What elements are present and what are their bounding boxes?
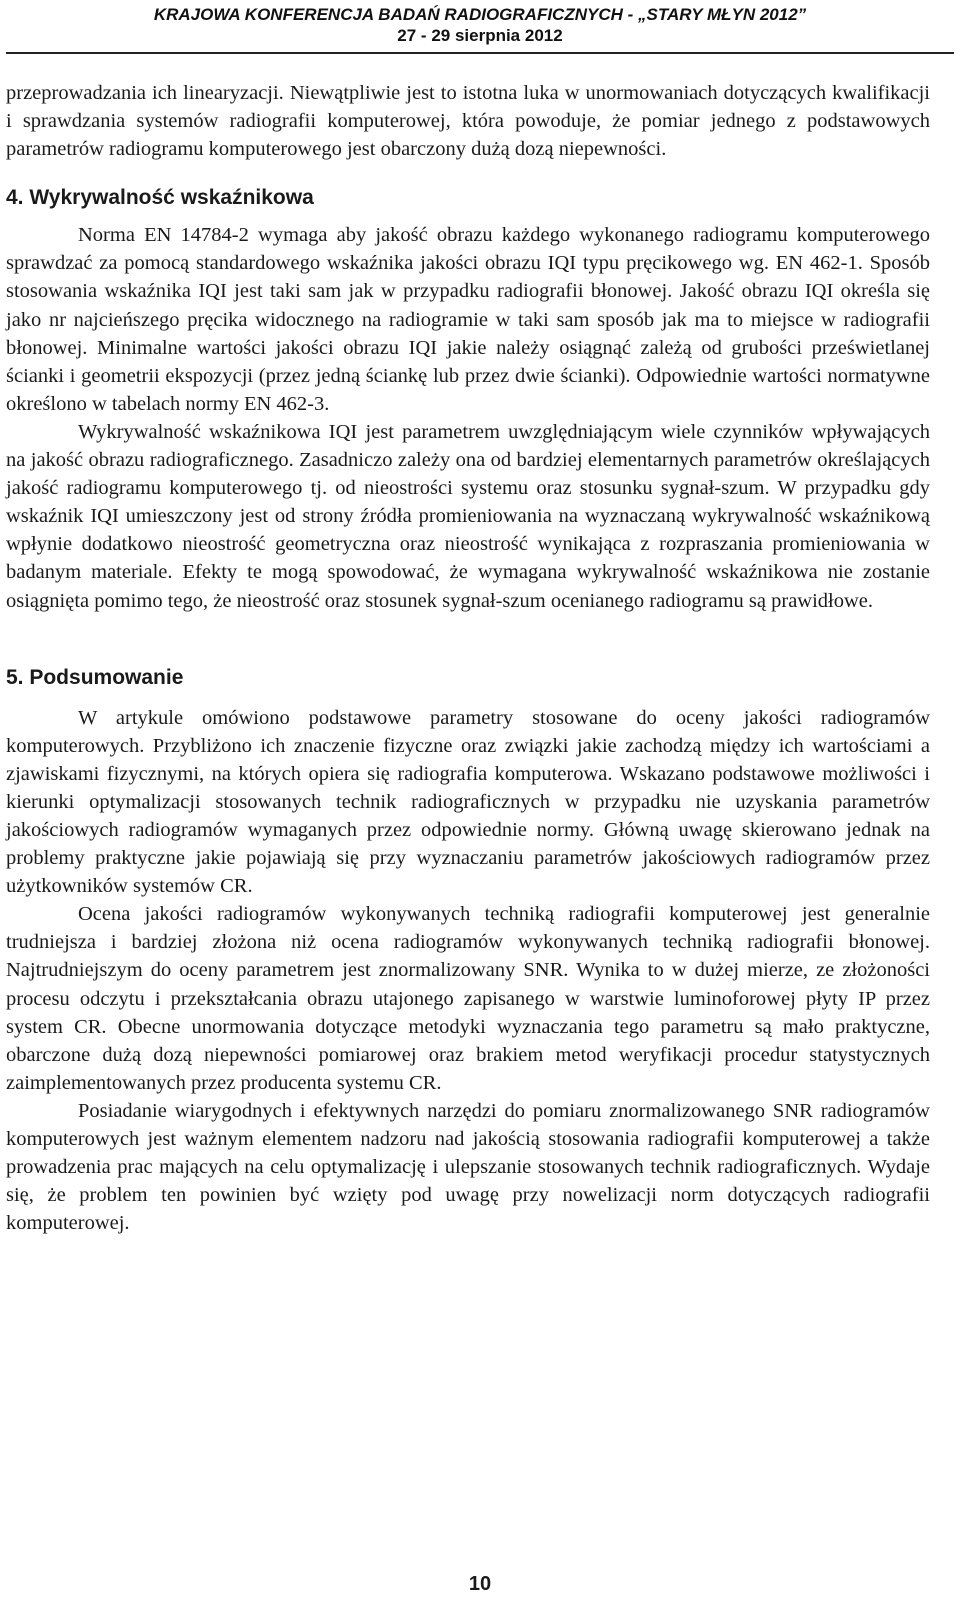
section-5-paragraph-3: Posiadanie wiarygodnych i efektywnych narzędzi do pomiaru znormalizowanego SNR radiogramów komputerowych jest ważnym elementem nadzoru nad jakością stosowania radiografii komputerowej a także prowadzenia prac mających na celu optymalizację i ulepszanie stosowanych technik radiograficznych. Wydaje się, że problem ten powinien być wzięty pod uwagę przy nowelizacji norm dotyczących radiografii komputerowej.	[6, 1099, 930, 1235]
section-5-heading: 5. Podsumowanie	[6, 665, 184, 689]
conference-dates: 27 - 29 sierpnia 2012	[397, 26, 563, 45]
section-4-heading: 4. Wykrywalność wskaźnikowa	[6, 186, 314, 210]
section-4-paragraph-2: Wykrywalność wskaźnikowa IQI jest parametrem uwzględniającym wiele czynników wpływających na jakość obrazu radiograficznego. Zasadniczo zależy ona od bardziej elementarnych parametrów określających jakość radiogramu komputerowego tj. od nieostrości systemu oraz stosunku sygnał-szum. W przypadku gdy wskaźnik IQI umieszczony jest od strony źródła promieniowania na wyznaczaną wykrywalność wskaźnikową wpłynie dodatkowo nieostrość geometryczna oraz nieostrość wynikająca z rozpraszania promieniowania w badanym materiale. Efekty te mogą spowodować, że wymagana wykrywalność wskaźnikowa nie zostanie osiągnięta pomimo tego, że nieostrość oraz stosunek sygnał-szum ocenianego radiogramu są prawidłowe.	[6, 420, 930, 612]
section-5-paragraph-2: Ocena jakości radiogramów wykonywanych techniką radiografii komputerowej jest generalnie trudniejsza i bardziej złożona niż ocena radiogramów wykonywanych techniką radiografii błonowej. Najtrudniejszym do oceny parametrem jest znormalizowany SNR. Wynika to w dużej mierze, ze złożoności procesu odczytu i przekształcania obrazu utajonego zapisanego w warstwie luminoforowej płyty IP przez system CR. Obecne unormowania dotyczące metodyki wyznaczania tego parametru są mało praktyczne, obarczone dużą dozą niepewności pomiarowej oraz brakiem metod weryfikacji procedur statystycznych zaimplementowanych przez producenta systemu CR.	[6, 903, 930, 1094]
header-divider	[6, 52, 954, 54]
conference-title: KRAJOWA KONFERENCJA BADAŃ RADIOGRAFICZNYCH - „STARY MŁYN 2012”	[153, 5, 807, 24]
section-4-paragraph-1: Norma EN 14784-2 wymaga aby jakość obrazu każdego wykonanego radiogramu komputerowego sprawdzać za pomocą standardowego wskaźnika jakości obrazu IQI typu pręcikowego wg. EN 462-1. Sposób stosowania wskaźnika IQI jest taki sam jak w przypadku radiografii błonowej. Jakość obrazu IQI określa się jako nr najcieńszego pręcika widocznego na radiogramie w taki sam sposób jak ma to miejsce w radiografii błonowej. Minimalne wartości jakości obrazu IQI jakie należy osiągnąć zależą od grubości prześwietlanej ścianki i geometrii ekspozycji (przez jedną ściankę lub przez dwie ścianki). Odpowiednie wartości normatywne określono w tabelach normy EN 462-3.	[6, 224, 930, 415]
page-header	[0, 4, 960, 46]
section-5-paragraph-1: W artykule omówiono podstawowe parametry stosowane do oceny jakości radiogramów komputerowych. Przybliżono ich znaczenie fizyczne oraz związki jakie zachodzą między ich wartościami a zjawiskami fizycznymi, na których opiera się radiografia komputerowa. Wskazano podstawowe możliwości i kierunki optymalizacji stosowanych technik radiograficznych w przypadku nie uzyskania parametrów jakościowych radiogramów wymaganych przez odpowiednie normy. Główną uwagę skierowano jednak na problemy praktyczne jakie pojawiają się przy wyznaczaniu parametrów jakościowych radiogramów przez użytkowników systemów CR.	[6, 706, 930, 898]
page-content	[6, 79, 930, 1237]
page-number: 10	[468, 1573, 492, 1595]
intro-paragraph: przeprowadzania ich linearyzacji. Niewątpliwie jest to istotna luka w unormowaniach dotyczących kwalifikacji i sprawdzania systemów radiografii komputerowej, która powoduje, że pomiar jednego z podstawowych parametrów radiogramu komputerowego jest obarczony dużą dozą niepewności.	[6, 82, 930, 161]
